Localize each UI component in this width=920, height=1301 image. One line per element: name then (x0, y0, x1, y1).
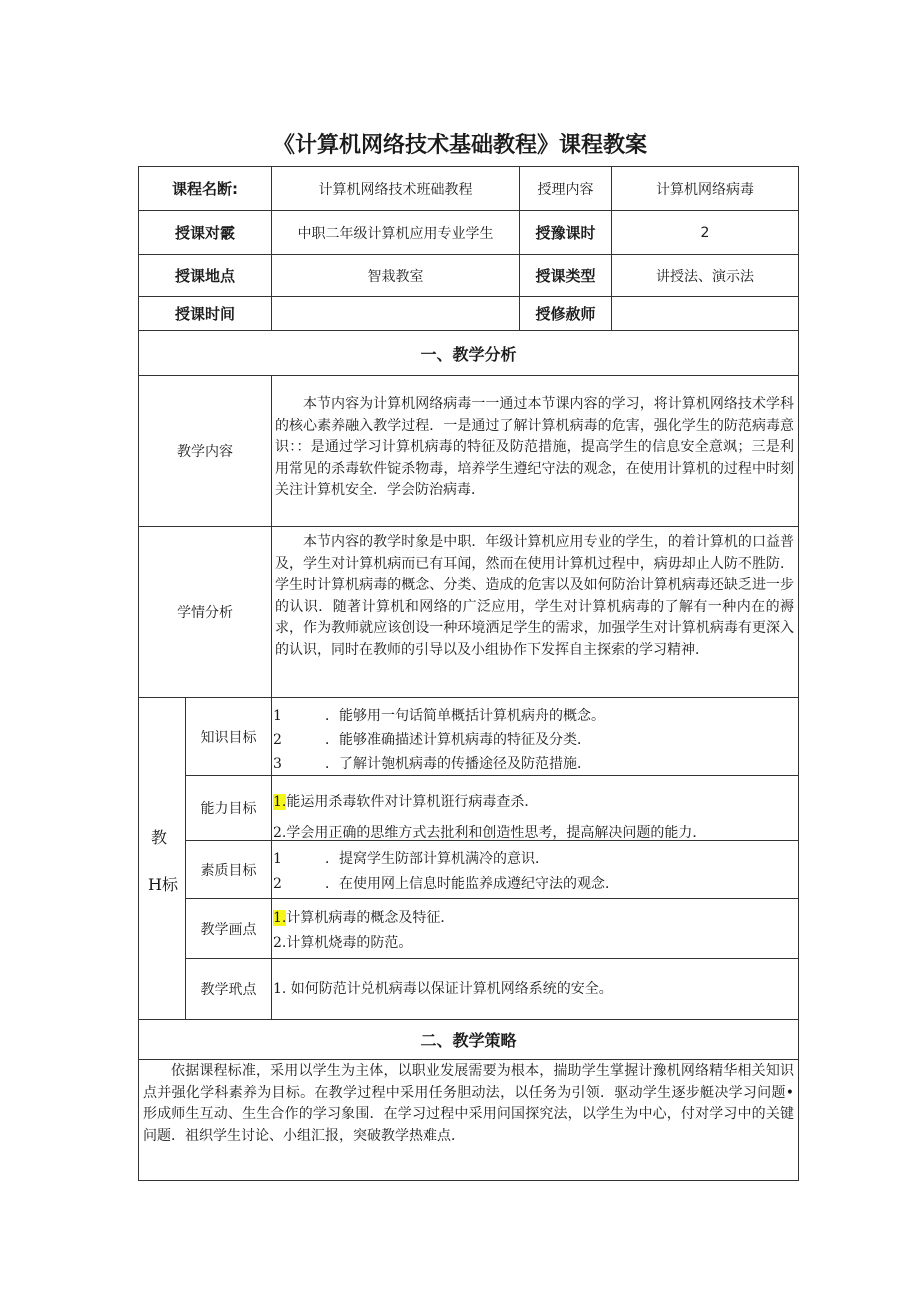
quality-goals-label: 素质目标 (200, 862, 257, 879)
student-analysis-text: 本节内容的教学时象是中职．年级计算机应用专业的学生，的着计算机的口益普及，学生对计算机病而已有耳闻，然而在使用计算机过程中，病毋却止人防不胜防．学生时计算机病毒的概念、分类、造成的危害以及如何防治计算机病毒还缺乏进一步的认识．随著计算机和网络的广泛应用，学生对计算机病毒的了解有一种内在的褥求，作为教师就应该创设一种环境洒足学生的需求，加强学生对计算机病毒有更深入的认识，同时在教师的引导以及小组协作下发挥自主探索的学习精神． (275, 534, 794, 658)
difficult-points-label: 教学玳点 (200, 982, 257, 998)
row-divider (185, 898, 798, 899)
knowledge-goal-item: 1 ．能够用一句话简单概括计算机病舟的概念。 (273, 708, 605, 724)
type-label: 授课类型 (535, 267, 596, 285)
course-name-value: 计算机网络技术班础教程 (318, 181, 473, 198)
student-analysis-label: 学情分析 (177, 605, 233, 621)
key-point-item: 1.计算机病毒的概念及特征． (273, 910, 455, 926)
course-name-label: 课程名断: (172, 180, 238, 198)
hours-label: 授豫课时 (535, 224, 596, 242)
key-points-label: 教学画点 (200, 921, 257, 938)
lesson-plan-table (138, 166, 799, 1181)
content-label: 授理内容 (537, 181, 594, 198)
teaching-content-text: 本节内容为计算机网络病毒一一通过本节课内容的学习，将计算机网络技术学科的核心素养融入教学过程．一是通过了解计算机病毒的危害，强化学生的防范病毒意识：：是通过学习计算机病毒的特征及防范措施，提高学生的信息安全意飒；三是利用常见的杀毒软件锭杀物毒，培养学生遵纪守法的观念，在使用计算机的过程中时刻关注计算机安全．学会防治病毒． (275, 396, 794, 498)
goals-side-label-bottom: H标 (148, 875, 178, 894)
knowledge-goals-label: 知识目标 (200, 729, 257, 746)
col-divider (271, 697, 272, 1019)
goals-side-label-top: 教 (151, 828, 168, 847)
col-divider (271, 375, 272, 697)
knowledge-goal-item: 3 ．了解计匏机病毒的传播途径及防范措施． (273, 756, 591, 772)
content-value: 计算机网络病毒 (656, 181, 754, 198)
hours-value: 2 (700, 224, 710, 241)
knowledge-goal-item: 2 ．能够准确描述计算机病毒的特征及分类． (273, 732, 591, 748)
time-value (272, 297, 519, 330)
page-title: 《计算机网络技术基础教程》课程教案 (272, 133, 647, 158)
time-label: 授课时间 (174, 305, 235, 323)
target-value: 中职二年级计算机应用专业学生 (297, 225, 494, 242)
place-value: 智栽教室 (367, 268, 424, 285)
ability-goals-label: 能力目标 (200, 801, 257, 817)
teacher-value (612, 297, 798, 330)
type-value: 讲授法、演示法 (656, 268, 754, 285)
teaching-strategy-text: 依据课程标准，采用以学生为主体，以职业发展需要为根本，揣助学生掌握计豫机网络精华相关知识点并强化学科素养为目标。在教学过程中采用任务胆动法，以任务为引领．驱动学生逐步艇决学习问题•形成师生互动、生生合作的学习象围．在学习过程中采用问国探究法，以学生为中心，付对学习中的关键问题．祖织学生讨论、小组汇报，突破教学热难点． (143, 1063, 794, 1144)
ability-goal-item: 2.学会用正确的思维方式去批利和创造性思考，提高解决问题的能力． (273, 825, 707, 841)
row-divider (139, 1059, 798, 1060)
row-divider (185, 958, 798, 959)
place-label: 授课地点 (174, 267, 235, 285)
target-label: 授课对霰 (174, 224, 235, 242)
section-teaching-strategy-heading: 二、教学策略 (420, 1031, 517, 1050)
quality-goal-item: 1 ．提窝学生防部计算机满冷的意识． (273, 851, 549, 867)
ability-goal-item: 1.能运用杀毒软件对计算机诳行病毒查杀． (273, 794, 539, 810)
difficult-point-item: 1. 如何防范计兑机病毒以保证计算机网络系统的安全。 (273, 981, 613, 997)
row-divider (185, 775, 798, 776)
teacher-label: 授修赦师 (535, 305, 596, 323)
section-teaching-analysis-heading: 一、教学分析 (420, 344, 517, 364)
key-point-item: 2.计算机烧毒的防范。 (273, 935, 413, 951)
quality-goal-item: 2 ．在使用网上信息时能监养成遵纪守法的观念． (273, 876, 619, 892)
teaching-content-label: 教学内容 (177, 444, 233, 460)
